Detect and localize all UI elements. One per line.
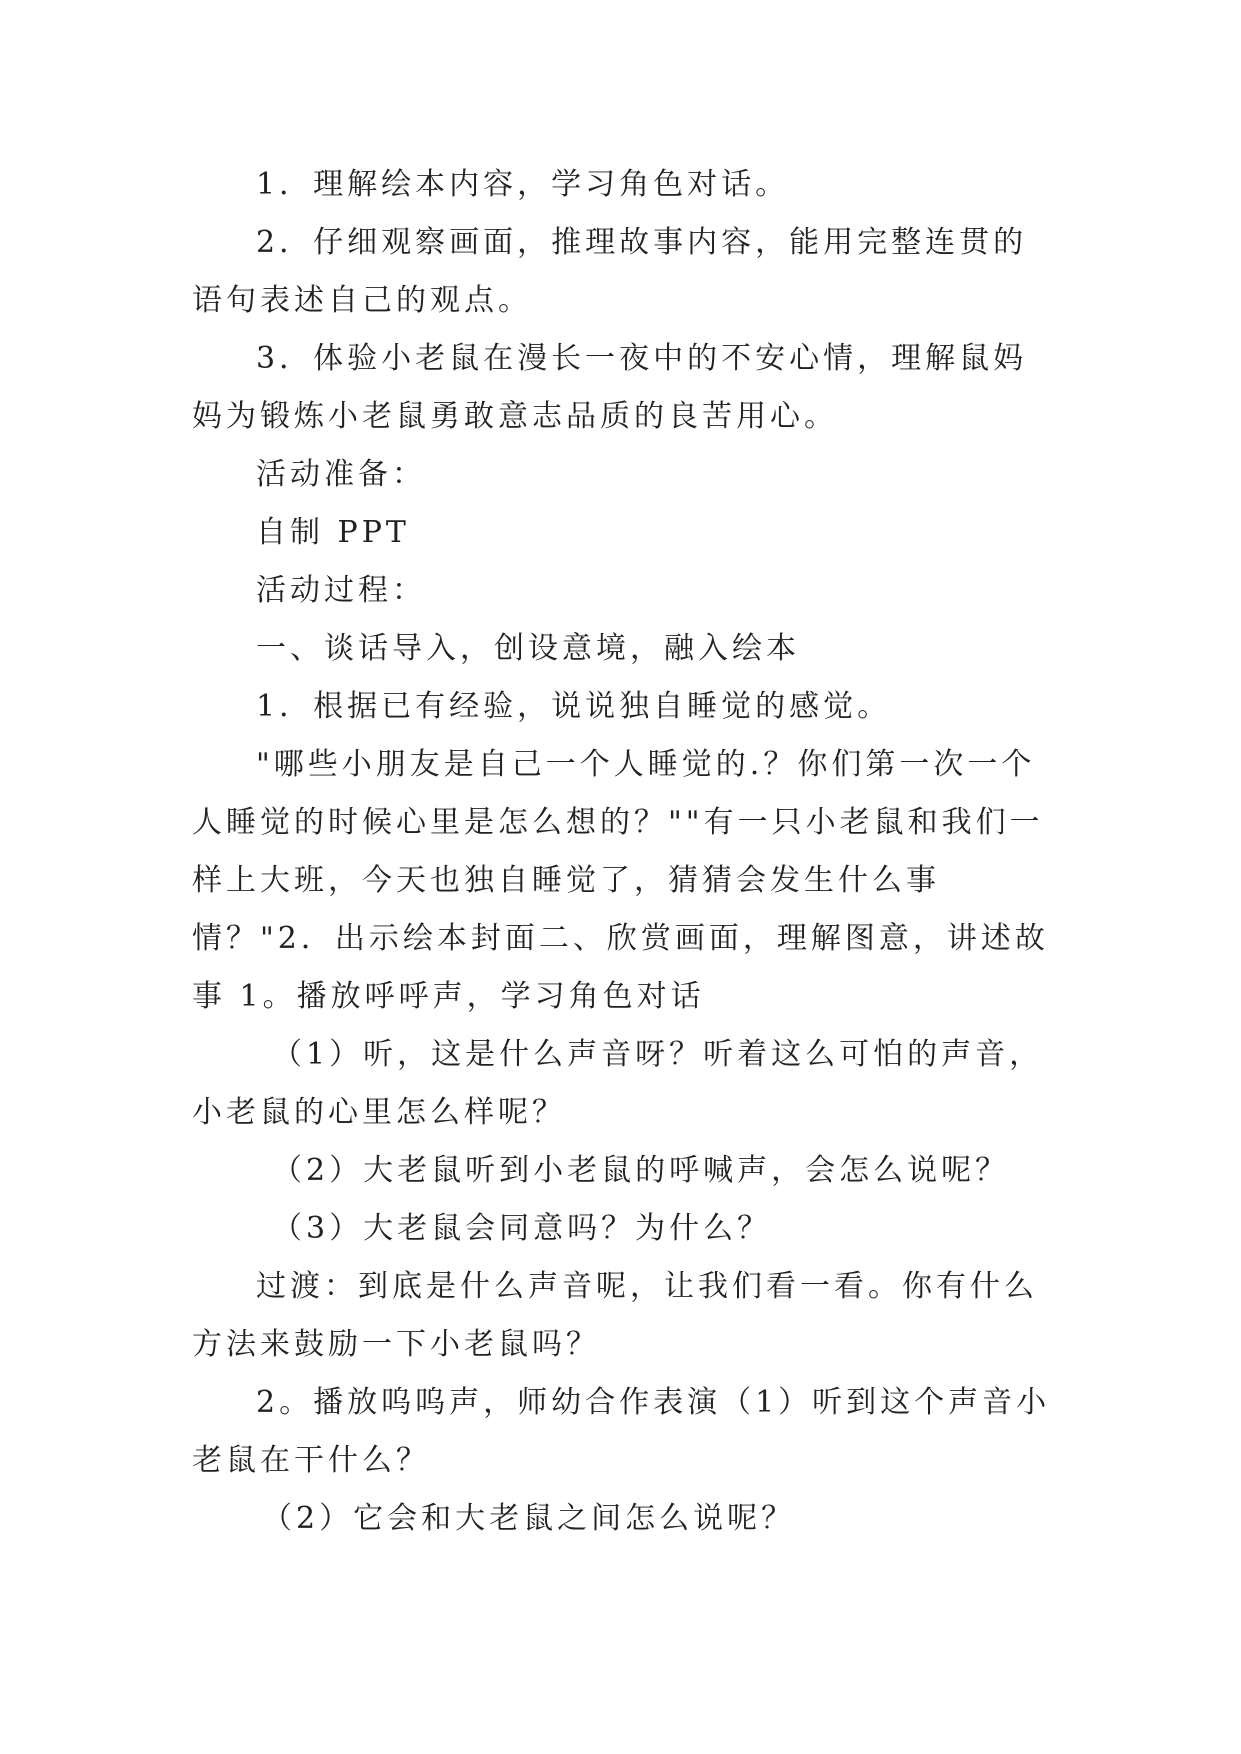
goal-paragraph: 1．理解绘本内容，学习角色对话。 (256, 167, 790, 202)
question-paragraph: （2）大老鼠听到小老鼠的呼喊声，会怎么说呢？ (272, 1153, 1010, 1188)
document-body (192, 156, 1052, 1548)
section-title: 一、谈话导入，创设意境，融入绘本 (256, 631, 800, 666)
goal-paragraph: 3．体验小老鼠在漫长一夜中的不安心情，理解鼠妈妈为锻炼小老鼠勇敢意志品质的良苦用心。 (192, 341, 1028, 434)
transition-paragraph: 过渡：到底是什么声音呢，让我们看一看。你有什么方法来鼓励一下小老鼠吗？ (192, 1269, 1038, 1362)
section-heading: 活动准备： (256, 457, 426, 492)
quote-paragraph: "哪些小朋友是自己一个人睡觉的.？你们第一次一个人睡觉的时候心里是怎么想的？""有一只小老鼠和我们一样上大班，今天也独自睡觉了，猜猜会发生什么事情？"2．出示绘本封面二、欣赏画面，理解图意，讲述故事 1。播放呼呼声，学习角色对话 (192, 747, 1049, 1014)
question-paragraph: （3）大老鼠会同意吗？为什么？ (272, 1211, 772, 1246)
question-paragraph: （1）听，这是什么声音呀？听着这么可怕的声音，小老鼠的心里怎么样呢？ (192, 1037, 1044, 1130)
step-paragraph: 1．根据已有经验，说说独自睡觉的感觉。 (256, 689, 892, 724)
question-paragraph: （2）它会和大老鼠之间怎么说呢？ (262, 1501, 796, 1536)
section-heading: 活动过程： (256, 573, 426, 608)
step-paragraph: 2。播放呜呜声，师幼合作表演（1）听到这个声音小老鼠在干什么？ (192, 1385, 1051, 1478)
prep-item: 自制 PPT (256, 515, 410, 550)
goal-paragraph: 2．仔细观察画面，推理故事内容，能用完整连贯的语句表述自己的观点。 (192, 225, 1028, 318)
